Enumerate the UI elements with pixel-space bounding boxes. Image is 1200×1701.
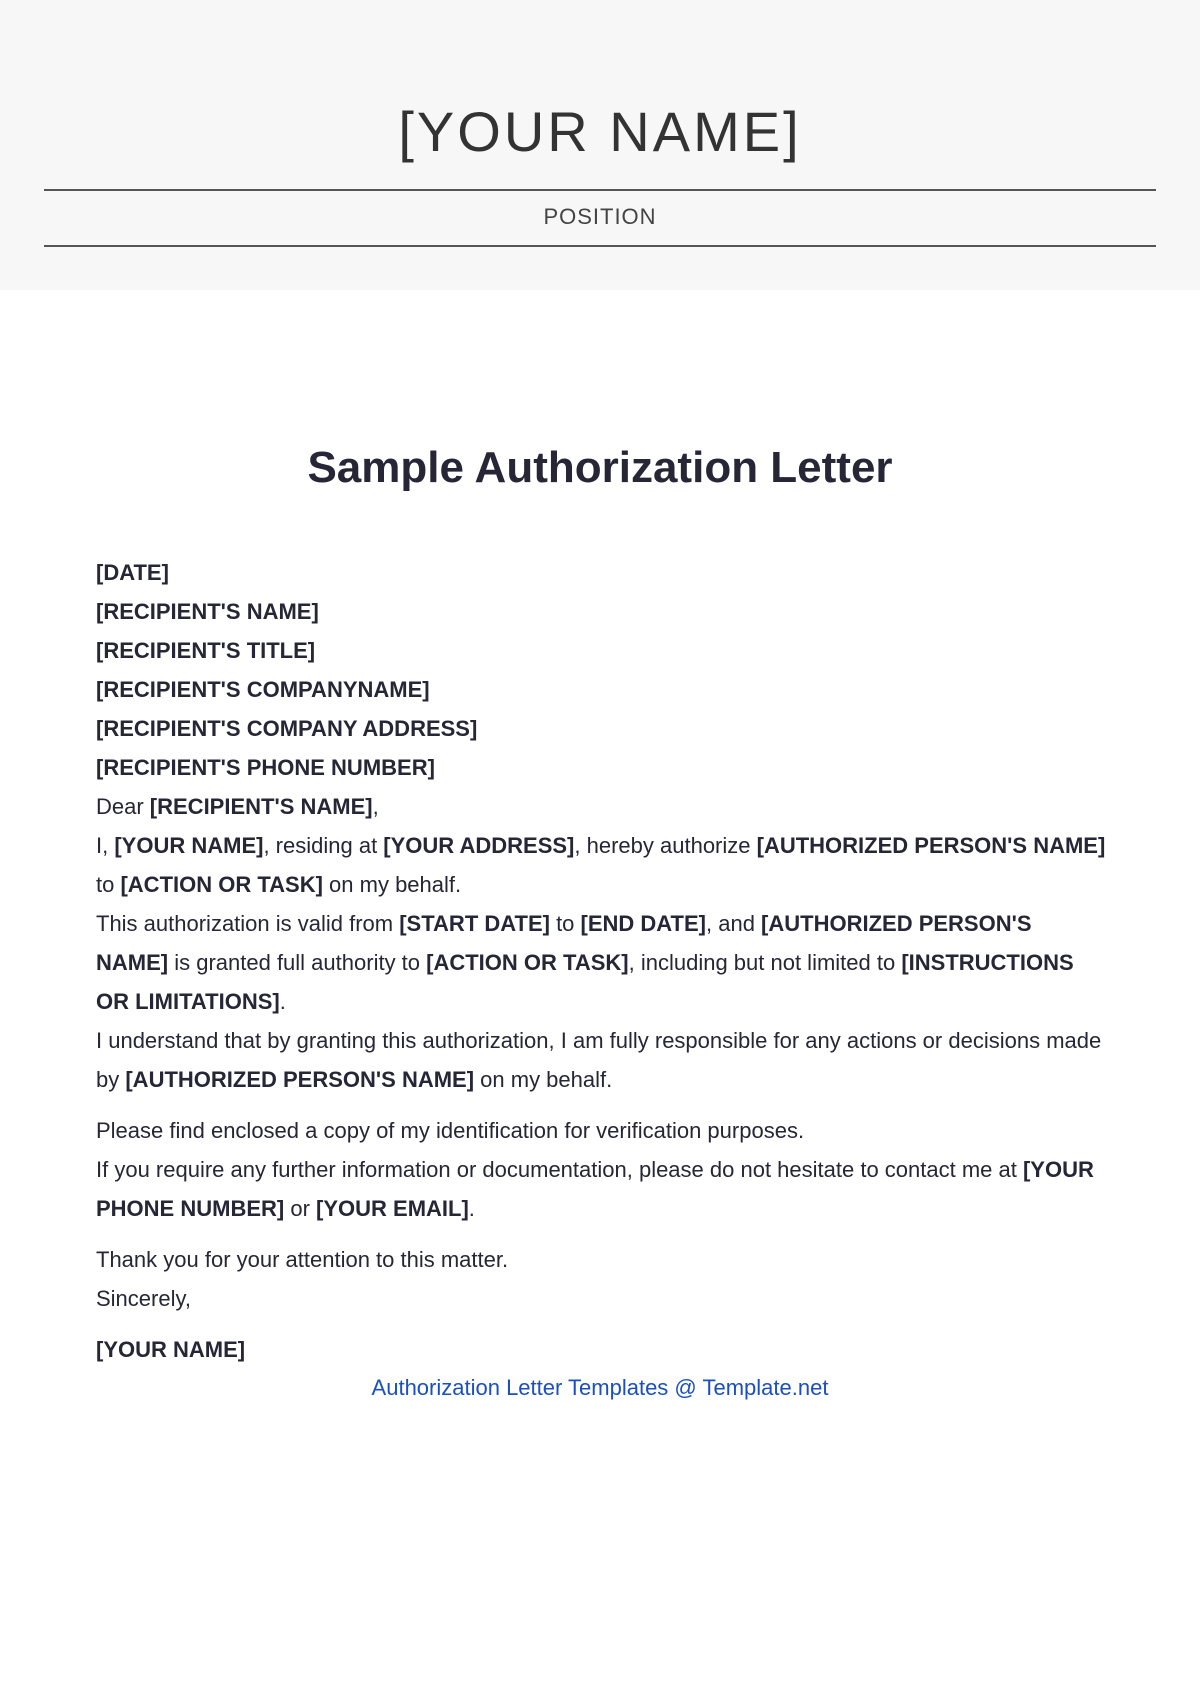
letterhead-position: POSITION	[543, 204, 657, 229]
letterhead-bottom-rule	[44, 245, 1156, 247]
para1-text-2: , residing at	[263, 833, 384, 858]
responsibility-paragraph	[96, 1021, 1106, 1099]
para2-text-6: .	[279, 989, 286, 1014]
para5-email: [YOUR EMAIL]	[316, 1196, 469, 1221]
para5-text-2: or	[284, 1196, 317, 1221]
para2-end-date: [END DATE]	[580, 911, 706, 936]
recipient-name-line: [RECIPIENT'S NAME]	[96, 599, 319, 624]
recipient-address-line: [RECIPIENT'S COMPANY ADDRESS]	[96, 716, 478, 741]
para2-authorized-person: [AUTHORIZED PERSON'S NAME]	[96, 911, 1032, 975]
para2-text-4: is granted full authority to	[168, 950, 427, 975]
para5-text-1: If you require any further information or documentation, please do not hesitate to contact me at	[96, 1157, 1023, 1182]
salutation-name: [RECIPIENT'S NAME]	[149, 794, 373, 819]
thanks-line: Thank you for your attention to this matter.	[96, 1247, 509, 1272]
para5-text-3: .	[468, 1196, 475, 1221]
para1-text-3: , hereby authorize	[574, 833, 757, 858]
para1-authorized-person: [AUTHORIZED PERSON'S NAME]	[756, 833, 1106, 858]
letter-body	[96, 553, 1106, 1369]
para5-phone: [YOUR PHONE NUMBER]	[96, 1157, 1094, 1221]
para3-authorized-person: [AUTHORIZED PERSON'S NAME]	[125, 1067, 475, 1092]
letterhead-top-rule	[44, 189, 1156, 191]
para2-text-3: , and	[706, 911, 762, 936]
authorization-paragraph	[96, 826, 1106, 904]
signature-name: [YOUR NAME]	[96, 1337, 246, 1362]
enclosure-paragraph: Please find enclosed a copy of my identification for verification purposes.	[96, 1118, 805, 1143]
para2-start-date: [START DATE]	[399, 911, 550, 936]
para2-text-1: This authorization is valid from	[96, 911, 400, 936]
recipient-title-line: [RECIPIENT'S TITLE]	[96, 638, 316, 663]
para1-text-4: to	[96, 872, 121, 897]
para2-instructions: [INSTRUCTIONS OR LIMITATIONS]	[96, 950, 1074, 1014]
contact-paragraph	[96, 1150, 1106, 1228]
para2-text-5: , including but not limited to	[628, 950, 902, 975]
date-line: [DATE]	[96, 560, 169, 585]
para3-text-2: on my behalf.	[474, 1067, 613, 1092]
validity-paragraph	[96, 904, 1106, 1021]
para1-text-1: I,	[96, 833, 115, 858]
para1-text-5: on my behalf.	[322, 872, 462, 897]
para1-your-address: [YOUR ADDRESS]	[383, 833, 575, 858]
letterhead	[0, 0, 1200, 290]
para1-your-name: [YOUR NAME]	[114, 833, 264, 858]
letterhead-name: [YOUR NAME]	[398, 100, 802, 163]
para3-text-1: I understand that by granting this authorization, I am fully responsible for any actions or decisions made by	[96, 1028, 1102, 1092]
salutation-prefix: Dear	[96, 794, 150, 819]
recipient-company-line: [RECIPIENT'S COMPANYNAME]	[96, 677, 430, 702]
recipient-phone-line: [RECIPIENT'S PHONE NUMBER]	[96, 755, 435, 780]
salutation-suffix: ,	[372, 794, 379, 819]
salutation	[96, 787, 1106, 826]
letter-title: Sample Authorization Letter	[307, 443, 893, 492]
para2-action: [ACTION OR TASK]	[426, 950, 629, 975]
sign-off: Sincerely,	[96, 1286, 191, 1311]
para2-text-2: to	[549, 911, 581, 936]
template-net-link[interactable]: Authorization Letter Templates @ Template.net	[371, 1375, 829, 1400]
para1-action: [ACTION OR TASK]	[120, 872, 323, 897]
